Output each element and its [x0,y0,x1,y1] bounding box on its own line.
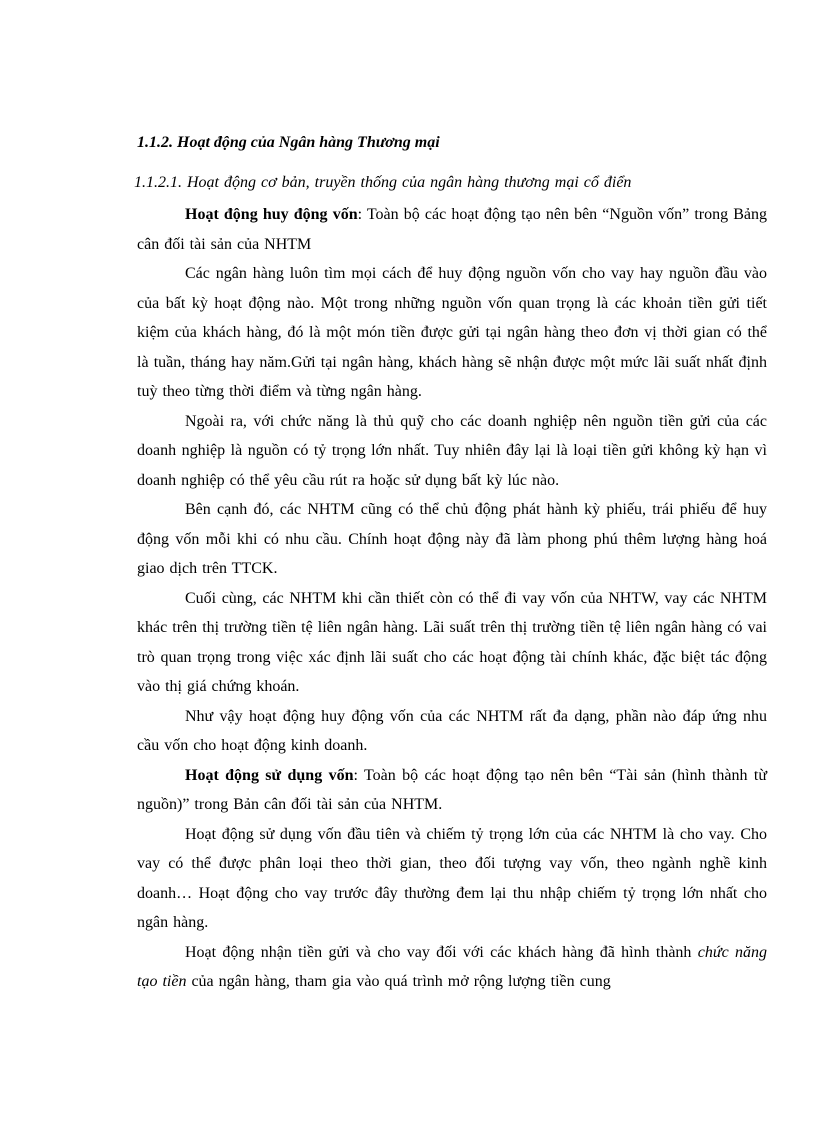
paragraph-italic-term: chức năng tạo tiền [137,943,767,990]
paragraph [137,938,767,997]
paragraph-text: Như vậy hoạt động huy động vốn của các NHTM rất đa dạng, phần nào đáp ứng nhu cầu vốn cho hoạt động kinh doanh. [137,707,767,754]
paragraph [137,584,767,702]
paragraph-capital-mobilization [137,200,767,259]
paragraph-text: Hoạt động nhận tiền gửi và cho vay đối với các khách hàng đã hình thành [185,943,698,961]
paragraph-text: : Toàn bộ các hoạt động tạo nên bên “Tài sản (hình thành từ nguồn)” trong Bản cân đối tài sản của NHTM. [137,766,768,813]
paragraph-text: : Toàn bộ các hoạt động tạo nên bên “Nguồn vốn” trong Bảng cân đối tài sản của NHTM [137,206,767,253]
paragraph-text: Hoạt động sử dụng vốn đầu tiên và chiếm tỷ trọng lớn của các NHTM là cho vay. Cho vay có thể được phân loại theo thời gian, theo đối tượng vay vốn, theo ngành nghề kinh doanh… Hoạt động cho vay trước đây thường đem lại thu nhập chiếm tỷ trọng lớn nhất cho ngân hàng. [137,825,767,931]
paragraph-capital-usage [137,761,767,820]
document-body [134,128,768,997]
paragraph [137,702,767,761]
section-heading: 1.1.2. Hoạt động của Ngân hàng Thương mại [137,134,440,151]
paragraph-text: Các ngân hàng luôn tìm mọi cách để huy động nguồn vốn cho vay hay nguồn đầu vào của bất kỳ hoạt động nào. Một trong những nguồn vốn quan trọng là các khoản tiền gửi tiết kiệm của khách hàng, đó là một món tiền được gửi tại ngân hàng theo đơn vị thời gian có thể là tuần, tháng hay năm.Gửi tại ngân hàng, khách hàng sẽ nhận được một mức lãi suất nhất định tuỳ theo từng thời điểm và từng ngân hàng. [137,265,767,400]
paragraph [137,820,767,938]
paragraph [137,407,767,496]
subsection-heading: 1.1.2.1. Hoạt động cơ bản, truyền thống của ngân hàng thương mại cổ điển [134,174,632,191]
paragraph-text: Cuối cùng, các NHTM khi cần thiết còn có thể đi vay vốn của NHTW, vay các NHTM khác trên thị trường tiền tệ liên ngân hàng. Lãi suất trên thị trường tiền tệ liên ngân hàng có vai trò quan trọng trong việc xác định lãi suất cho các hoạt động tài chính khác, đặc biệt tác động vào thị giá chứng khoán. [137,589,767,695]
paragraph [137,495,767,584]
paragraph-lead: Hoạt động sử dụng vốn [185,766,354,784]
paragraph-text: Bên cạnh đó, các NHTM cũng có thể chủ động phát hành kỳ phiếu, trái phiếu để huy động vốn mỗi khi có nhu cầu. Chính hoạt động này đã làm phong phú thêm lượng hàng hoá giao dịch trên TTCK. [137,501,767,577]
paragraph-lead: Hoạt động huy động vốn [185,206,358,223]
paragraph-text-tail: của ngân hàng, tham gia vào quá trình mở rộng lượng tiền cung [186,973,611,990]
paragraph [137,259,767,407]
paragraph-text: Ngoài ra, với chức năng là thủ quỹ cho các doanh nghiệp nên nguồn tiền gửi của các doanh nghiệp là nguồn có tỷ trọng lớn nhất. Tuy nhiên đây lại là loại tiền gửi không kỳ hạn vì doanh nghiệp có thể yêu cầu rút ra hoặc sử dụng bất kỳ lúc nào. [137,412,767,489]
